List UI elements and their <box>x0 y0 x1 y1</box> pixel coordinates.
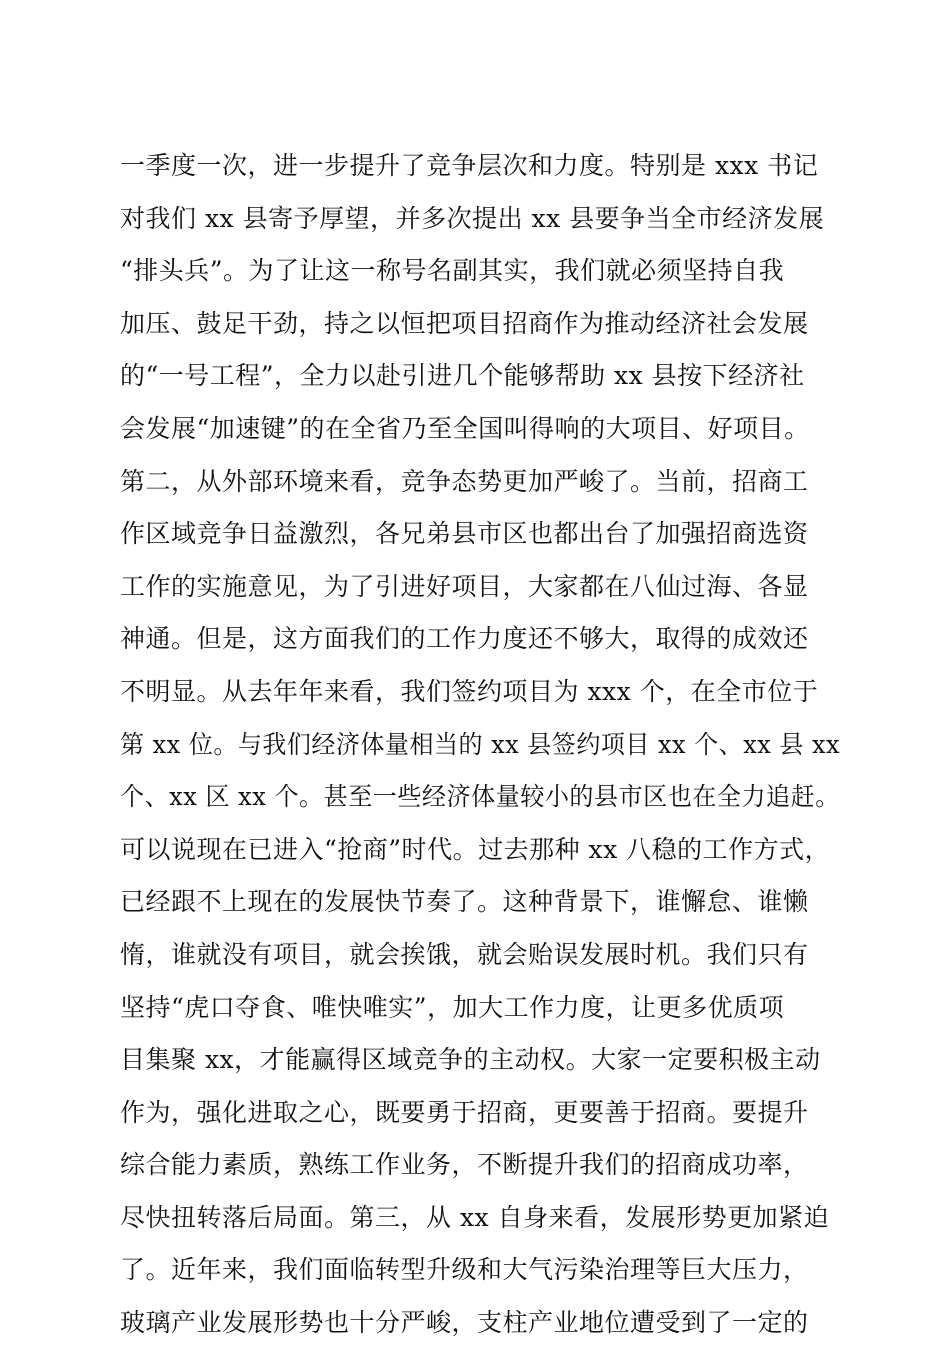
text-line: 目集聚 xx，才能赢得区域竞争的主动权。大家一定要积极主动 <box>120 1045 821 1075</box>
text-line: 对我们 xx 县寄予厚望，并多次提出 xx 县要争当全市经济发展 <box>120 203 825 233</box>
text-line: 个、xx 区 xx 个。甚至一些经济体量较小的县市区也在全力追赶。 <box>120 782 840 812</box>
text-line: 坚持“虎口夺食、唯快唯实”，加大工作力度，让更多优质项 <box>120 992 785 1022</box>
text-line: 神通。但是，这方面我们的工作力度还不够大，取得的成效还 <box>120 624 809 654</box>
text-line: 惰，谁就没有项目，就会挨饿，就会贻误发展时机。我们只有 <box>120 939 809 969</box>
text-line: “排头兵”。为了让这一称号名副其实，我们就必须坚持自我 <box>120 256 785 286</box>
body-text <box>120 140 840 1350</box>
text-line: 工作的实施意见，为了引进好项目，大家都在八仙过海、各显 <box>120 571 809 601</box>
text-line: 综合能力素质，熟练工作业务，不断提升我们的招商成功率， <box>120 1150 809 1180</box>
text-line: 第 xx 位。与我们经济体量相当的 xx 县签约项目 xx 个、xx 县 xx <box>120 729 841 759</box>
text-line: 不明显。从去年年来看，我们签约项目为 xxx 个，在全市位于 <box>120 676 819 706</box>
text-line: 可以说现在已进入“抢商”时代。过去那种 xx 八稳的工作方式， <box>120 834 831 864</box>
text-line: 已经跟不上现在的发展快节奏了。这种背景下，谁懈怠、谁懒 <box>120 887 809 917</box>
text-line: 加压、鼓足干劲，持之以恒把项目招商作为推动经济社会发展 <box>120 308 809 338</box>
text-line: 了。近年来，我们面临转型升级和大气污染治理等巨大压力， <box>120 1255 809 1285</box>
text-line: 的“一号工程”，全力以赴引进几个能够帮助 xx 县按下经济社 <box>120 361 805 391</box>
text-line: 作区域竞争日益激烈，各兄弟县市区也都出台了加强招商选资 <box>120 519 809 549</box>
text-line: 尽快扭转落后局面。第三，从 xx 自身来看，发展形势更加紧迫 <box>120 1202 830 1232</box>
text-line: 会发展“加速键”的在全省乃至全国叫得响的大项目、好项目。 <box>120 413 810 443</box>
text-line: 一季度一次，进一步提升了竞争层次和力度。特别是 xxx 书记 <box>120 151 819 180</box>
text-line: 玻璃产业发展形势也十分严峻，支柱产业地位遭受到了一定的 <box>120 1308 809 1338</box>
text-line: 作为，强化进取之心，既要勇于招商，更要善于招商。要提升 <box>120 1097 809 1127</box>
text-line: 第二，从外部环境来看，竞争态势更加严峻了。当前，招商工 <box>120 466 809 496</box>
